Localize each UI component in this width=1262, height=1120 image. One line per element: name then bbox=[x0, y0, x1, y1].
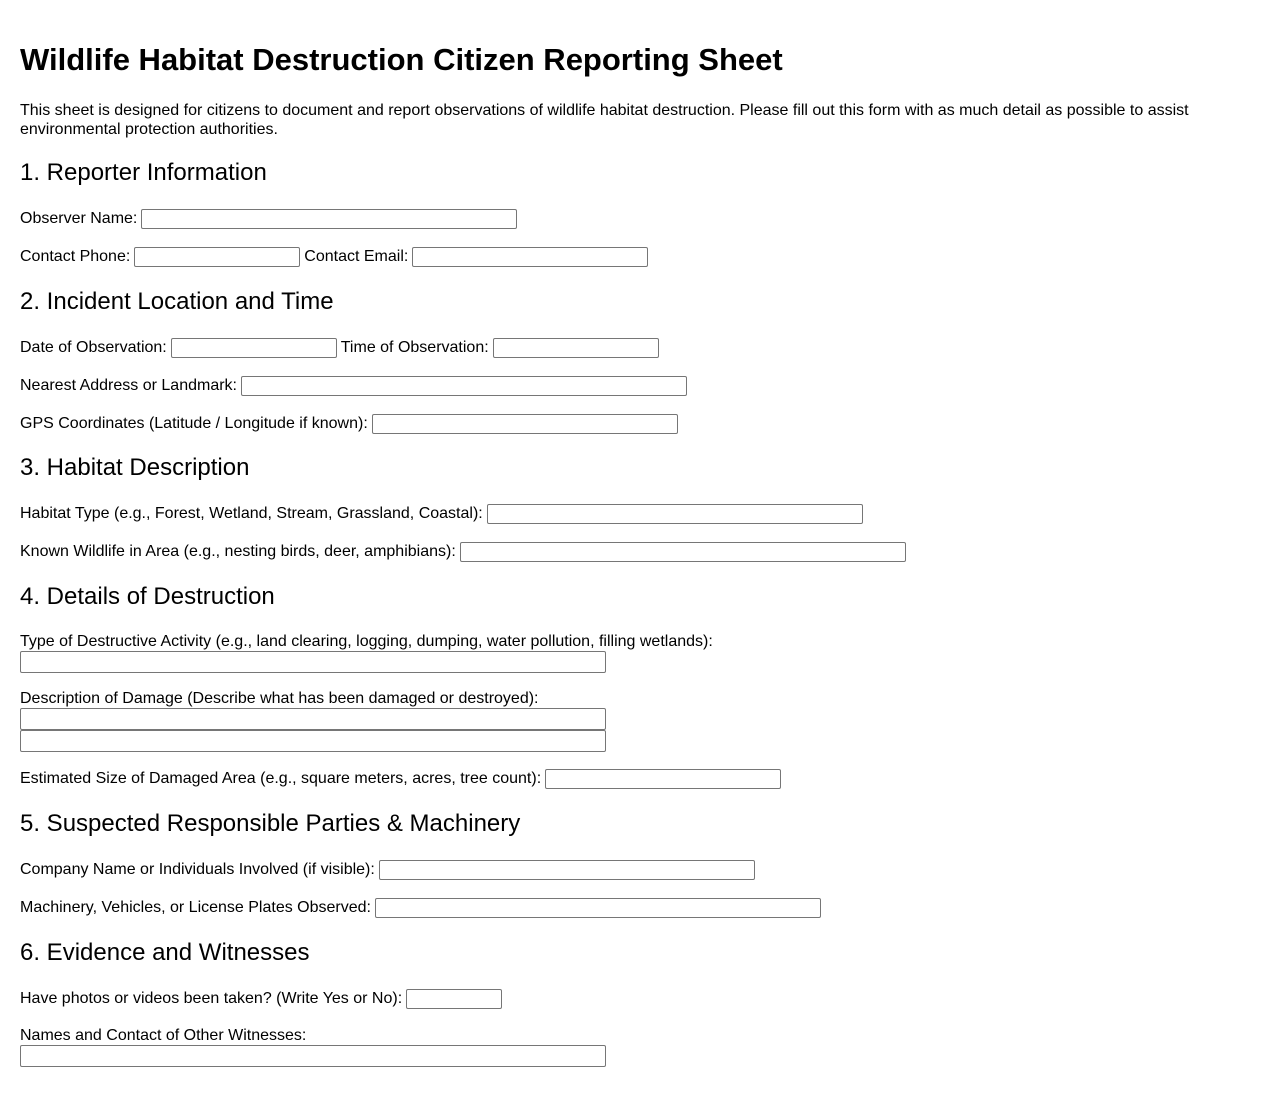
activity-type-label: Type of Destructive Activity (e.g., land clearing, logging, dumping, water pollution, filling wetlands): bbox=[20, 633, 713, 650]
date-field[interactable] bbox=[171, 338, 337, 358]
section-heading-location: 2. Incident Location and Time bbox=[20, 288, 334, 315]
page-title: Wildlife Habitat Destruction Citizen Reporting Sheet bbox=[20, 42, 783, 77]
photos-label: Have photos or videos been taken? (Write Yes or No): bbox=[20, 990, 403, 1007]
known-wildlife-label: Known Wildlife in Area (e.g., nesting birds, deer, amphibians): bbox=[20, 543, 456, 560]
section-heading-responsible: 5. Suspected Responsible Parties & Machinery bbox=[20, 810, 521, 837]
contact-email-label: Contact Email: bbox=[304, 248, 409, 265]
company-row bbox=[20, 858, 755, 882]
machinery-row bbox=[20, 896, 821, 920]
company-label: Company Name or Individuals Involved (if visible): bbox=[20, 861, 375, 878]
section-heading-evidence: 6. Evidence and Witnesses bbox=[20, 939, 310, 966]
company-field[interactable] bbox=[379, 860, 755, 880]
observer-name-field[interactable] bbox=[141, 209, 517, 229]
photos-row bbox=[20, 987, 502, 1011]
address-field[interactable] bbox=[241, 376, 687, 396]
damaged-area-row bbox=[20, 767, 781, 791]
section-heading-reporter: 1. Reporter Information bbox=[20, 159, 267, 186]
section-heading-habitat: 3. Habitat Description bbox=[20, 454, 250, 481]
machinery-field[interactable] bbox=[375, 898, 821, 918]
gps-row bbox=[20, 412, 678, 436]
machinery-label: Machinery, Vehicles, or License Plates Observed: bbox=[20, 899, 371, 916]
known-wildlife-row bbox=[20, 540, 906, 564]
gps-field[interactable] bbox=[372, 414, 678, 434]
habitat-type-row bbox=[20, 502, 863, 526]
damaged-area-field[interactable] bbox=[545, 769, 781, 789]
address-row bbox=[20, 374, 687, 398]
contact-email-field[interactable] bbox=[412, 247, 648, 267]
habitat-type-field[interactable] bbox=[487, 504, 863, 524]
observer-name-label: Observer Name: bbox=[20, 210, 138, 227]
time-field[interactable] bbox=[493, 338, 659, 358]
known-wildlife-field[interactable] bbox=[460, 542, 906, 562]
witnesses-field[interactable] bbox=[20, 1045, 606, 1067]
damage-description-label: Description of Damage (Describe what has been damaged or destroyed): bbox=[20, 690, 539, 707]
contact-row bbox=[20, 245, 648, 269]
witnesses-label: Names and Contact of Other Witnesses: bbox=[20, 1027, 307, 1044]
section-heading-destruction: 4. Details of Destruction bbox=[20, 583, 275, 610]
habitat-type-label: Habitat Type (e.g., Forest, Wetland, Stream, Grassland, Coastal): bbox=[20, 505, 483, 522]
intro-text: This sheet is designed for citizens to document and report observations of wildlife habitat destruction. Please fill out this form with as much detail as possible to assist environmental protection authorities. bbox=[20, 102, 1189, 138]
damage-description-field-2[interactable] bbox=[20, 730, 606, 752]
activity-type-field[interactable] bbox=[20, 651, 606, 673]
time-label: Time of Observation: bbox=[340, 339, 489, 356]
date-label: Date of Observation: bbox=[20, 339, 167, 356]
date-time-row bbox=[20, 336, 659, 360]
damage-description-field-1[interactable] bbox=[20, 708, 606, 730]
address-label: Nearest Address or Landmark: bbox=[20, 377, 237, 394]
observer-name-row bbox=[20, 207, 517, 231]
contact-phone-label: Contact Phone: bbox=[20, 248, 131, 265]
photos-field[interactable] bbox=[406, 989, 502, 1009]
gps-label: GPS Coordinates (Latitude / Longitude if known): bbox=[20, 415, 368, 432]
contact-phone-field[interactable] bbox=[134, 247, 300, 267]
damaged-area-label: Estimated Size of Damaged Area (e.g., square meters, acres, tree count): bbox=[20, 770, 542, 787]
